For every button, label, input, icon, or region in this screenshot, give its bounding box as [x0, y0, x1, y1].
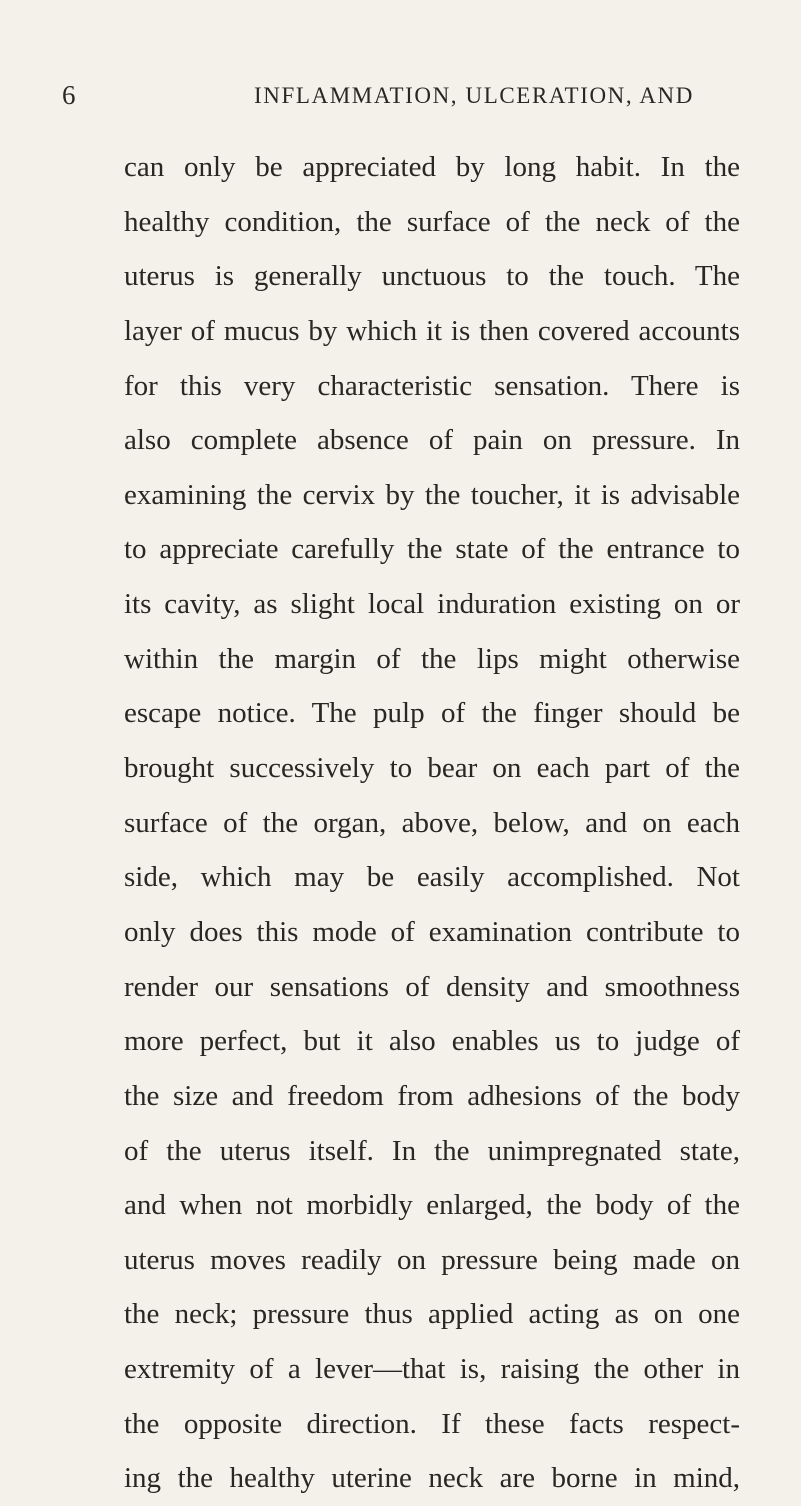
text-line: within the margin of the lips might otherwise [124, 642, 740, 675]
text-line: its cavity, as slight local induration existing on or [124, 588, 740, 621]
text-line: extremity of a lever—that is, raising the other in [124, 1353, 740, 1386]
body-text [124, 140, 740, 1506]
page-number: 6 [62, 80, 76, 110]
text-line: to appreciate carefully the state of the entrance to [124, 533, 740, 566]
text-line: for this very characteristic sensation. There is [124, 369, 740, 402]
text-line: more perfect, but it also enables us to judge of [124, 1025, 740, 1058]
text-line: surface of the organ, above, below, and on each [124, 806, 740, 839]
text-line: also complete absence of pain on pressure. In [124, 424, 740, 457]
text-line: and when not morbidly enlarged, the body of the [124, 1189, 740, 1222]
text-line: the size and freedom from adhesions of the body [124, 1079, 740, 1112]
text-line: can only be appreciated by long habit. In the [124, 151, 740, 183]
text-line: the neck; pressure thus applied acting as on one [124, 1298, 740, 1331]
text-line: the opposite direction. If these facts respect- [124, 1407, 740, 1440]
text-line: healthy condition, the surface of the neck of the [124, 205, 740, 238]
text-line: uterus is generally unctuous to the touch. The [124, 260, 740, 293]
running-head [62, 78, 742, 118]
text-line: of the uterus itself. In the unimpregnated state, [124, 1134, 740, 1167]
text-line: uterus moves readily on pressure being made on [124, 1243, 740, 1276]
text-line: escape notice. The pulp of the finger should be [124, 697, 740, 730]
text-line: layer of mucus by which it is then covered accounts [124, 314, 740, 347]
text-line: ing the healthy uterine neck are borne in mind, [124, 1462, 740, 1495]
text-line: examining the cervix by the toucher, it is advisable [124, 478, 740, 511]
text-line: only does this mode of examination contribute to [124, 915, 740, 948]
text-line: side, which may be easily accomplished. Not [124, 861, 740, 894]
text-line: render our sensations of density and smoothness [124, 970, 740, 1003]
text-line: brought successively to bear on each part of the [124, 752, 740, 785]
running-head-title: INFLAMMATION, ULCERATION, AND [254, 83, 694, 108]
